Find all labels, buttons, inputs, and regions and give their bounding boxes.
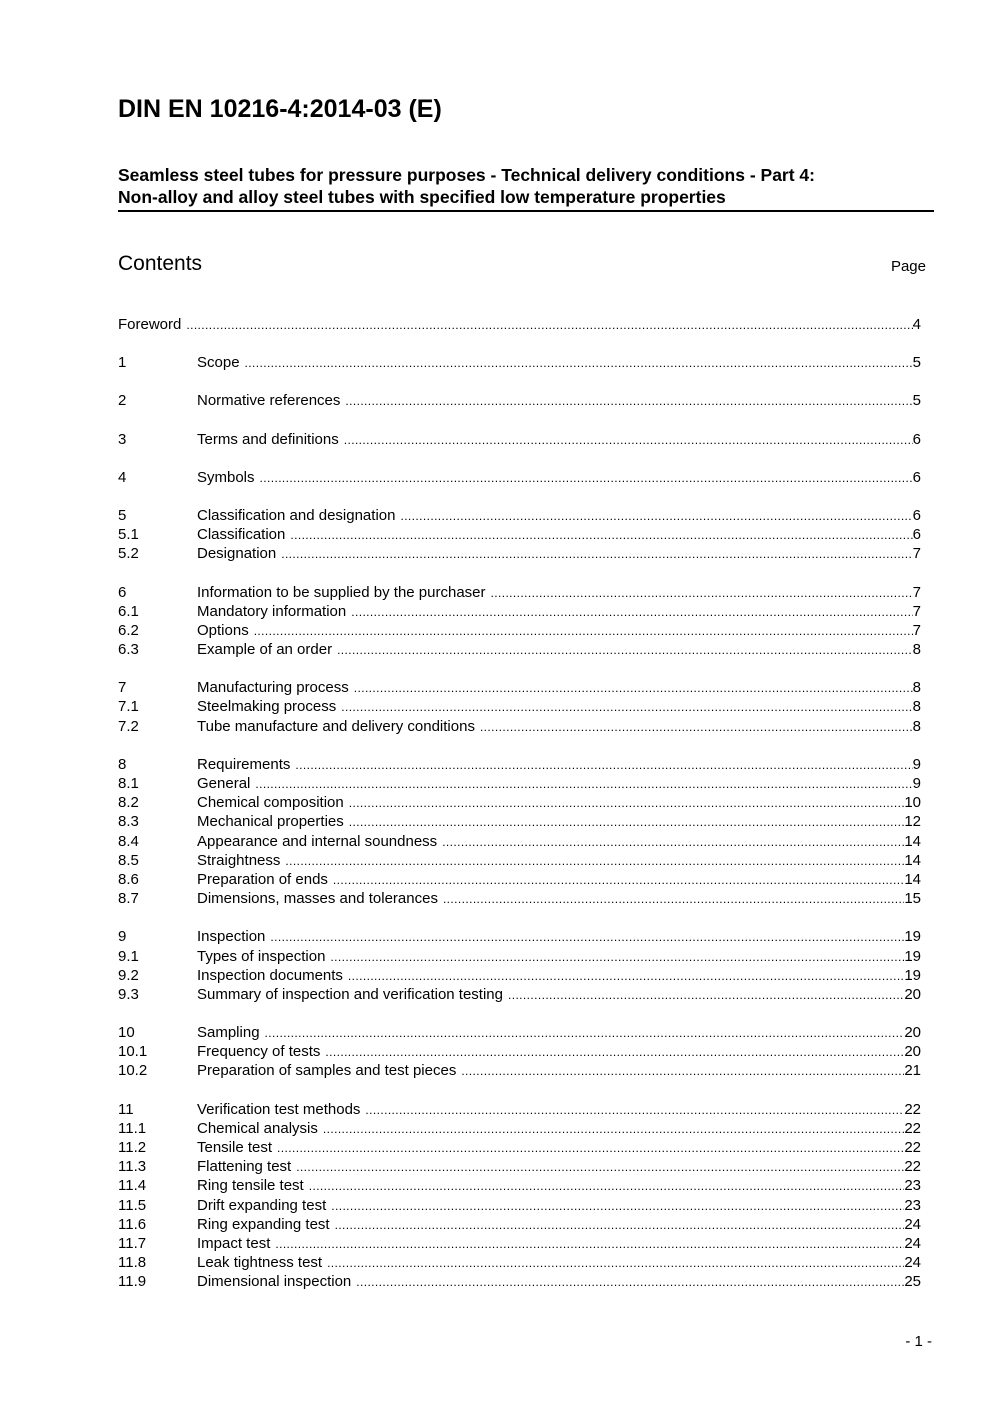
- toc-entry[interactable]: [118, 1023, 921, 1042]
- toc-title: Dimensions, masses and tolerances: [197, 890, 438, 908]
- toc-entry[interactable]: [118, 602, 921, 621]
- toc-page-number: 7: [912, 545, 921, 563]
- toc-leader-dots: [365, 1101, 904, 1120]
- toc-entry[interactable]: [118, 525, 921, 544]
- toc-page-number: 9: [912, 755, 921, 773]
- toc-leader-dots: [349, 794, 905, 813]
- toc-entry[interactable]: [118, 621, 921, 640]
- toc-leader-dots: [491, 584, 913, 603]
- toc-title: Terms and definitions: [197, 430, 339, 448]
- toc-page-number: 7: [912, 602, 921, 620]
- toc-title: Mandatory information: [197, 602, 347, 620]
- toc-page-number: 6: [912, 468, 921, 486]
- toc-page-number: 19: [904, 966, 921, 984]
- toc-leader-dots: [330, 948, 904, 967]
- toc-leader-dots: [285, 852, 904, 871]
- toc-entry[interactable]: [118, 1100, 921, 1119]
- toc-page-number: 7: [912, 583, 921, 601]
- toc-title: Straightness: [197, 851, 281, 869]
- toc-title: Leak tightness test: [197, 1254, 323, 1272]
- toc-page-number: 7: [912, 621, 921, 639]
- toc-leader-dots: [296, 1158, 904, 1177]
- document-subtitle: [118, 164, 934, 212]
- toc-page-number: 8: [912, 698, 921, 716]
- toc-entry[interactable]: [118, 678, 921, 697]
- toc-page-number: 14: [904, 832, 921, 850]
- toc-leader-dots: [480, 718, 913, 737]
- toc-title: Designation: [197, 545, 277, 563]
- toc-page-number: 9: [912, 775, 921, 792]
- toc-entry[interactable]: [118, 1119, 921, 1138]
- toc-title: General: [197, 775, 251, 792]
- toc-page-number: 5: [912, 354, 921, 372]
- toc-title: Options: [197, 621, 249, 639]
- toc-title: Drift expanding test: [197, 1196, 327, 1214]
- toc-number: 11.1: [118, 1119, 147, 1137]
- toc-title: Steelmaking process: [197, 698, 337, 716]
- toc-page-number: 25: [904, 1273, 921, 1291]
- toc-number: 10: [118, 1024, 135, 1042]
- toc-page-number: 20: [904, 1043, 921, 1061]
- toc-page-number: 22: [904, 1100, 921, 1118]
- toc-title: Inspection: [197, 928, 266, 946]
- toc-leader-dots: [335, 1216, 905, 1235]
- toc-number: 10.2: [118, 1062, 148, 1080]
- toc-entry[interactable]: [118, 1234, 921, 1253]
- toc-entry[interactable]: [118, 793, 921, 812]
- toc-title: Manufacturing process: [197, 679, 349, 697]
- toc-title: Scope: [197, 354, 240, 372]
- toc-title: Inspection documents: [197, 966, 343, 984]
- toc-entry[interactable]: [118, 1176, 921, 1195]
- toc-leader-dots: [333, 871, 904, 890]
- toc-leader-dots: [331, 1197, 904, 1216]
- toc-number: 9.1: [118, 947, 139, 965]
- document-id: DIN EN 10216-4:2014-03 (E): [118, 95, 442, 123]
- toc-entry[interactable]: [118, 468, 921, 487]
- toc-entry[interactable]: [118, 1138, 921, 1157]
- toc-entry[interactable]: [118, 1272, 921, 1291]
- toc-number: 9.2: [118, 966, 139, 984]
- toc-page-number: 22: [904, 1119, 921, 1137]
- toc-leader-dots: [356, 1273, 904, 1292]
- toc-leader-dots: [508, 986, 904, 1005]
- subtitle-line-1: Seamless steel tubes for pressure purposes - Technical delivery conditions - Part 4:: [118, 165, 815, 185]
- toc-number: 9: [118, 928, 127, 946]
- contents-heading: Contents: [118, 252, 203, 275]
- toc-number: 8.4: [118, 832, 139, 850]
- toc-number: 5.1: [118, 526, 139, 544]
- toc-page-number: 24: [904, 1234, 921, 1252]
- toc-entry[interactable]: [118, 583, 921, 602]
- toc-number: 8.2: [118, 794, 139, 812]
- toc-number: 8.1: [118, 775, 139, 792]
- toc-entry[interactable]: [118, 851, 921, 870]
- toc-entry[interactable]: [118, 889, 921, 908]
- toc-page-number: 19: [904, 947, 921, 965]
- toc-page-number: 8: [912, 679, 921, 697]
- toc-page-number: 23: [904, 1196, 921, 1214]
- toc-title: Tensile test: [197, 1139, 273, 1156]
- toc-page-number: 22: [904, 1139, 921, 1156]
- toc-page-number: 6: [912, 506, 921, 524]
- toc-leader-dots: [277, 1139, 904, 1158]
- toc-entry[interactable]: [118, 985, 921, 1004]
- toc-entry[interactable]: [118, 430, 921, 449]
- toc-number: 11.3: [118, 1158, 147, 1176]
- toc-number: 4: [118, 468, 127, 486]
- toc-title: Ring tensile test: [197, 1177, 304, 1195]
- toc-number: 11.7: [118, 1234, 147, 1252]
- toc-number: 10.1: [118, 1043, 148, 1061]
- toc-number: 11.5: [118, 1196, 147, 1214]
- toc-leader-dots: [281, 545, 912, 564]
- toc-page-number: 23: [904, 1177, 921, 1195]
- toc-page-number: 5: [912, 392, 921, 410]
- toc-page-number: 12: [904, 813, 921, 831]
- toc-entry[interactable]: [118, 717, 921, 736]
- toc-number: 8.5: [118, 851, 139, 869]
- toc-leader-dots: [325, 1043, 904, 1062]
- toc-entry[interactable]: [118, 1042, 921, 1061]
- toc-page-number: 14: [904, 851, 921, 869]
- toc-page-number: 4: [912, 316, 921, 333]
- toc-entry-foreword[interactable]: [118, 315, 921, 334]
- toc-title: Ring expanding test: [197, 1215, 330, 1233]
- toc-number: 6.1: [118, 602, 139, 620]
- page-column-label: Page: [890, 258, 926, 275]
- toc-title: Preparation of samples and test pieces: [197, 1062, 457, 1080]
- toc-entry[interactable]: [118, 391, 921, 410]
- toc-number: 11.8: [118, 1254, 147, 1272]
- toc-title: Impact test: [197, 1234, 271, 1252]
- toc-entry[interactable]: [118, 1253, 921, 1272]
- toc-page-number: 22: [904, 1158, 921, 1176]
- toc-entry[interactable]: [118, 947, 921, 966]
- toc-leader-dots: [345, 392, 912, 411]
- toc-page-number: 6: [912, 526, 921, 544]
- toc-title: Dimensional inspection: [197, 1273, 352, 1291]
- toc-entry[interactable]: [118, 506, 921, 525]
- toc-number: 11.4: [118, 1177, 147, 1195]
- toc-leader-dots: [327, 1254, 904, 1273]
- toc-entry[interactable]: [118, 1196, 921, 1215]
- toc-entry[interactable]: [118, 1157, 921, 1176]
- toc-entry[interactable]: [118, 927, 921, 946]
- toc-leader-dots: [275, 1235, 904, 1254]
- toc-title: Normative references: [197, 392, 341, 410]
- toc-title: Sampling: [197, 1024, 260, 1042]
- toc-leader-dots: [260, 469, 913, 488]
- toc-leader-dots: [461, 1062, 904, 1081]
- toc-leader-dots: [323, 1120, 904, 1139]
- toc-entry[interactable]: [118, 1061, 921, 1080]
- toc-leader-dots: [295, 756, 912, 775]
- toc-leader-dots: [442, 833, 904, 852]
- toc-entry[interactable]: [118, 966, 921, 985]
- toc-leader-dots: [348, 967, 904, 986]
- toc-entry[interactable]: [118, 812, 921, 831]
- toc-page-number: 24: [904, 1254, 921, 1272]
- toc-number: 7.1: [118, 698, 139, 716]
- toc-title: Requirements: [197, 755, 291, 773]
- toc-leader-dots: [443, 890, 904, 909]
- toc-page-number: 19: [904, 928, 921, 946]
- toc-number: 9.3: [118, 985, 139, 1003]
- toc-entry[interactable]: [118, 774, 921, 793]
- toc-leader-dots: [265, 1024, 905, 1043]
- toc-leader-dots: [341, 698, 912, 717]
- toc-title: Example of an order: [197, 641, 333, 659]
- toc-number: 8.3: [118, 813, 139, 831]
- toc-number: 8.6: [118, 870, 139, 888]
- toc-leader-dots: [309, 1177, 905, 1196]
- toc-page-number: 15: [904, 890, 921, 908]
- toc-number: 5: [118, 506, 127, 524]
- toc-entry[interactable]: [118, 640, 921, 659]
- toc-title: Symbols: [197, 468, 255, 486]
- toc-title: Foreword: [118, 316, 182, 333]
- toc-leader-dots: [255, 775, 912, 794]
- toc-number: 6.3: [118, 641, 139, 659]
- toc-title: Types of inspection: [197, 947, 326, 965]
- toc-number: 8: [118, 755, 127, 773]
- toc-leader-dots: [354, 679, 913, 698]
- toc-title: Chemical analysis: [197, 1119, 318, 1137]
- toc-page-number: 20: [904, 1024, 921, 1042]
- toc-page-number: 24: [904, 1215, 921, 1233]
- toc-entry[interactable]: [118, 353, 921, 372]
- toc-number: 11.9: [118, 1273, 147, 1291]
- toc-number: 6.2: [118, 621, 139, 639]
- toc-leader-dots: [351, 603, 912, 622]
- toc-leader-dots: [245, 354, 913, 373]
- toc-entry[interactable]: [118, 1215, 921, 1234]
- toc-number: 2: [118, 392, 127, 410]
- toc-title: Preparation of ends: [197, 870, 328, 888]
- toc-entry[interactable]: [118, 870, 921, 889]
- table-of-contents: [118, 315, 921, 1292]
- toc-leader-dots: [349, 813, 905, 832]
- toc-page-number: 21: [904, 1062, 921, 1080]
- toc-leader-dots: [186, 316, 912, 335]
- toc-title: Appearance and internal soundness: [197, 832, 438, 850]
- toc-leader-dots: [344, 431, 913, 450]
- toc-title: Summary of inspection and verification testing: [197, 985, 503, 1003]
- toc-title: Frequency of tests: [197, 1043, 321, 1061]
- toc-leader-dots: [254, 622, 913, 641]
- toc-number: 7: [118, 679, 127, 697]
- toc-leader-dots: [337, 641, 913, 660]
- page-number-footer: - 1 -: [905, 1333, 932, 1350]
- toc-page-number: 8: [912, 641, 921, 659]
- toc-title: Information to be supplied by the purchaser: [197, 583, 486, 601]
- toc-title: Verification test methods: [197, 1100, 361, 1118]
- toc-leader-dots: [400, 507, 912, 526]
- toc-number: 3: [118, 430, 127, 448]
- toc-page-number: 10: [904, 794, 921, 812]
- toc-entry[interactable]: [118, 755, 921, 774]
- toc-leader-dots: [270, 928, 904, 947]
- toc-number: 11.2: [118, 1139, 147, 1156]
- toc-title: Classification and designation: [197, 506, 396, 524]
- toc-number: 8.7: [118, 890, 139, 908]
- toc-title: Tube manufacture and delivery conditions: [197, 717, 475, 735]
- toc-page-number: 14: [904, 870, 921, 888]
- toc-title: Classification: [197, 526, 286, 544]
- toc-page-number: 20: [904, 985, 921, 1003]
- toc-page-number: 6: [912, 430, 921, 448]
- toc-number: 11: [118, 1100, 134, 1118]
- toc-number: 7.2: [118, 717, 139, 735]
- toc-title: Chemical composition: [197, 794, 344, 812]
- toc-title: Flattening test: [197, 1158, 292, 1176]
- toc-number: 6: [118, 583, 127, 601]
- toc-title: Mechanical properties: [197, 813, 344, 831]
- toc-leader-dots: [290, 526, 912, 545]
- toc-entry[interactable]: [118, 544, 921, 563]
- toc-entry[interactable]: [118, 697, 921, 716]
- toc-number: 5.2: [118, 545, 139, 563]
- toc-page-number: 8: [912, 717, 921, 735]
- toc-entry[interactable]: [118, 832, 921, 851]
- subtitle-line-2: Non-alloy and alloy steel tubes with specified low temperature properties: [118, 187, 726, 207]
- toc-number: 1: [118, 354, 127, 372]
- toc-number: 11.6: [118, 1215, 147, 1233]
